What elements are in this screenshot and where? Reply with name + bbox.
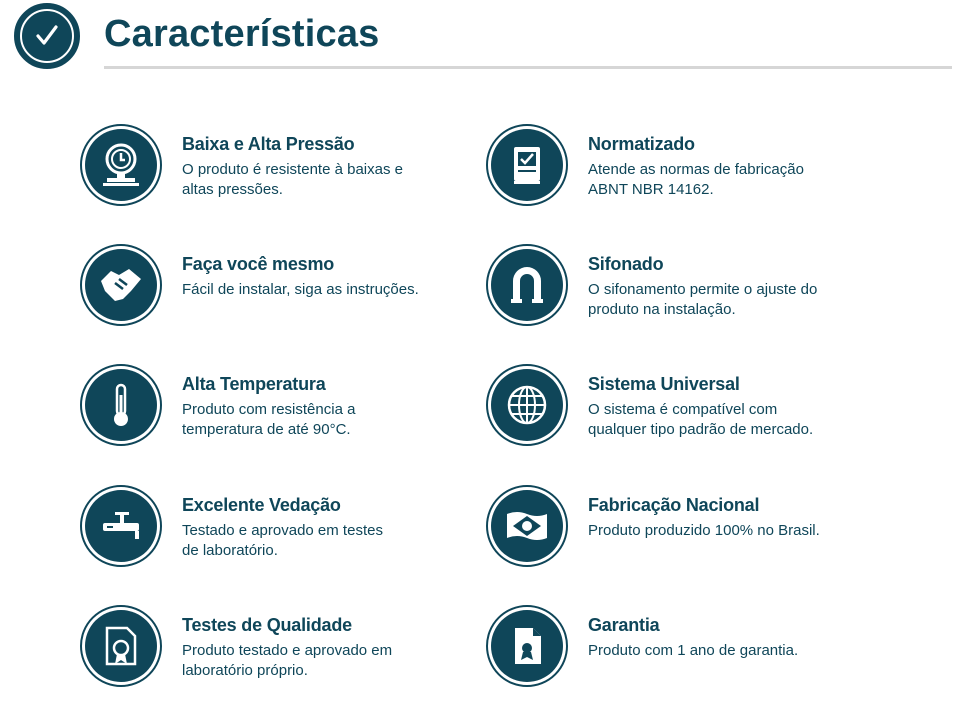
feature-title: Sistema Universal	[588, 374, 740, 394]
globe-icon	[501, 379, 553, 431]
feature-description: O sistema é compatível com qualquer tipo padrão de mercado.	[588, 401, 814, 438]
feature-pressure	[80, 124, 480, 214]
feature-description: Testado e aprovado em testes de laboratório.	[182, 522, 383, 559]
feature-description: Produto com 1 ano de garantia.	[588, 642, 799, 659]
feature-description: O produto é resistente à baixas e altas pressões.	[182, 161, 403, 198]
quality-certificate-icon	[95, 620, 147, 672]
thermometer-icon	[95, 379, 147, 431]
standard-document-icon	[501, 139, 553, 191]
feature-description: Fácil de instalar, siga as instruções.	[182, 281, 419, 298]
header-check-badge	[14, 3, 80, 69]
feature-universal	[486, 364, 886, 454]
feature-description: Produto produzido 100% no Brasil.	[588, 522, 820, 539]
feature-title: Excelente Vedação	[182, 495, 341, 515]
feature-quality	[80, 605, 480, 695]
feature-description: O sifonamento permite o ajuste do produto na instalação.	[588, 281, 818, 318]
siphon-icon	[501, 259, 553, 311]
feature-description: Produto testado e aprovado em laboratório próprio.	[182, 642, 393, 679]
faucet-icon	[95, 500, 147, 552]
feature-title: Normatizado	[588, 134, 695, 154]
feature-title: Sifonado	[588, 254, 664, 274]
feature-title: Alta Temperatura	[182, 374, 326, 394]
check-icon	[32, 21, 62, 51]
feature-standard	[486, 124, 886, 214]
feature-title: Garantia	[588, 615, 660, 635]
feature-national	[486, 485, 886, 575]
title-divider	[104, 66, 952, 69]
handshake-icon	[95, 259, 147, 311]
feature-title: Faça você mesmo	[182, 254, 335, 274]
feature-warranty	[486, 605, 886, 695]
feature-title: Testes de Qualidade	[182, 615, 352, 635]
feature-description: Atende as normas de fabricação ABNT NBR 14162.	[588, 161, 804, 198]
feature-sealing	[80, 485, 480, 575]
feature-description: Produto com resistência a temperatura de até 90°C.	[182, 401, 356, 438]
pressure-gauge-icon	[95, 139, 147, 191]
page-title: Características	[104, 13, 380, 55]
warranty-certificate-icon	[501, 620, 553, 672]
feature-temperature	[80, 364, 480, 454]
feature-siphon	[486, 244, 886, 334]
brazil-flag-icon	[501, 500, 553, 552]
feature-title: Baixa e Alta Pressão	[182, 134, 355, 154]
feature-diy	[80, 244, 480, 334]
feature-title: Fabricação Nacional	[588, 495, 760, 515]
